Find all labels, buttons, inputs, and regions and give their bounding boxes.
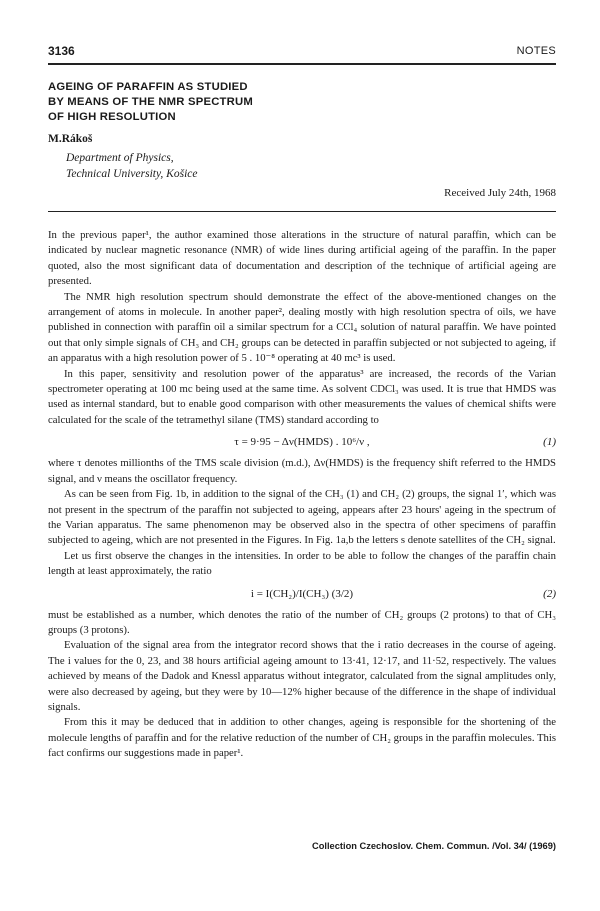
affiliation-department: Department of Physics,: [66, 152, 174, 164]
running-header: [48, 44, 556, 64]
title-line: OF HIGH RESOLUTION: [48, 111, 176, 123]
title-line: AGEING OF PARAFFIN AS STUDIED: [48, 81, 248, 93]
equation-text: i = I(CH₂)/I(CH₃) (3/2): [250, 587, 354, 600]
article-title: [48, 80, 348, 125]
equation-1: [48, 428, 556, 456]
paragraph: Let us first observe the changes in the intensities. In order to be able to follow the changes of the paraffin chain length at least approximately, the ratio: [48, 549, 556, 578]
journal-footer: Collection Czechoslov. Chem. Commun. /Vol. 34/ (1969): [311, 841, 556, 851]
title-line: BY MEANS OF THE NMR SPECTRUM: [48, 96, 253, 108]
header-rule: [48, 63, 556, 65]
equation-number: (2): [543, 587, 556, 600]
paragraph: where τ denotes millionths of the TMS scale division (m.d.), Δν(HMDS) is the frequency shift referred to the HMDS signal, and ν means the oscillator frequency.: [48, 457, 556, 485]
equation-2: [48, 580, 556, 608]
title-rule: [48, 211, 556, 212]
article-body: [48, 228, 556, 762]
affiliation-university: Technical University, Košice: [66, 168, 198, 180]
equation-text: τ = 9·95 − Δν(HMDS) . 10⁶/ν ,: [234, 436, 370, 449]
paragraph: In the previous paper¹, the author examined those alterations in the structure of natural paraffin, which can be indicated by nuclear magnetic resonance (NMR) of wide lines during artificial ageing of the paraffin. In the paper quoted, also the most significant data of documentation and description of the technique of artificial ageing are presented.: [48, 229, 556, 288]
paragraph: The NMR high resolution spectrum should demonstrate the effect of the above-mentioned changes on the arrangement of atoms in molecule. In another paper², dealing mostly with high resolution spectra of oils, we have published in connection with paraffin oil a similar spectrum for a CCl₄ solution of natural paraffin. We have pointed out that only simple signals of CH₃ and CH₂ groups can be detected in paraffin subjected or not subjected to ageing, if an apparatus with a high resolution power of 5 . 10⁻⁸ operating at 40 mc³ is used.: [48, 290, 556, 365]
received-date: Received July 24th, 1968: [444, 187, 556, 199]
section-label: NOTES: [516, 45, 556, 57]
page-number: 3136: [48, 44, 75, 58]
paragraph: From this it may be deduced that in addition to other changes, ageing is responsible for the shortening of the molecule lengths of paraffin and for the relative reduction of the number of CH₂ groups in the paraffin molecules. This fact confirms our suggestions made in paper¹.: [48, 716, 556, 760]
author-name: M.Rákoš: [48, 133, 93, 145]
paragraph: must be established as a number, which denotes the ratio of the number of CH₂ groups (2 protons) to that of CH₃ groups (3 protons).: [48, 608, 556, 636]
paragraph: In this paper, sensitivity and resolution power of the apparatus³ are increased, the records of the Varian spectrometer operating at 100 mc being used at the same time. As solvent CDCl₃ was used. It is true that HMDS was used as internal standard, but to enable good comparison with other measurements the values of chemical shifts were calculated for the scale of the tetramethyl silane (TMS) standard according to: [48, 367, 556, 426]
paragraph: As can be seen from Fig. 1b, in addition to the signal of the CH₃ (1) and CH₂ (2) groups, the signal 1′, which was not present in the spectrum of the paraffin not subjected to ageing, appears after 23 hours' ageing in the spectrum of the Varian apparatus. The same phenomenon may be observed also in the spectra of other specimens of paraffin subjected to ageing, which are not presented in the Figures. In Fig. 1a,b the letters s denote satellites of the CH₂ signal.: [48, 488, 556, 547]
paragraph: Evaluation of the signal area from the integrator record shows that the i ratio decreases in the course of ageing. The i values for the 0, 23, and 38 hours artificial ageing amount to 13·41, 12·17, and 11·52, respectively. The values achieved by means of the Dadok and Knessl apparatus without integrator, calculated from the signal amplitudes only, were also decreased by ageing, but they were by 10—12% higher because of the difference in the shape of individual signals.: [48, 639, 556, 713]
equation-number: (1): [543, 436, 556, 449]
